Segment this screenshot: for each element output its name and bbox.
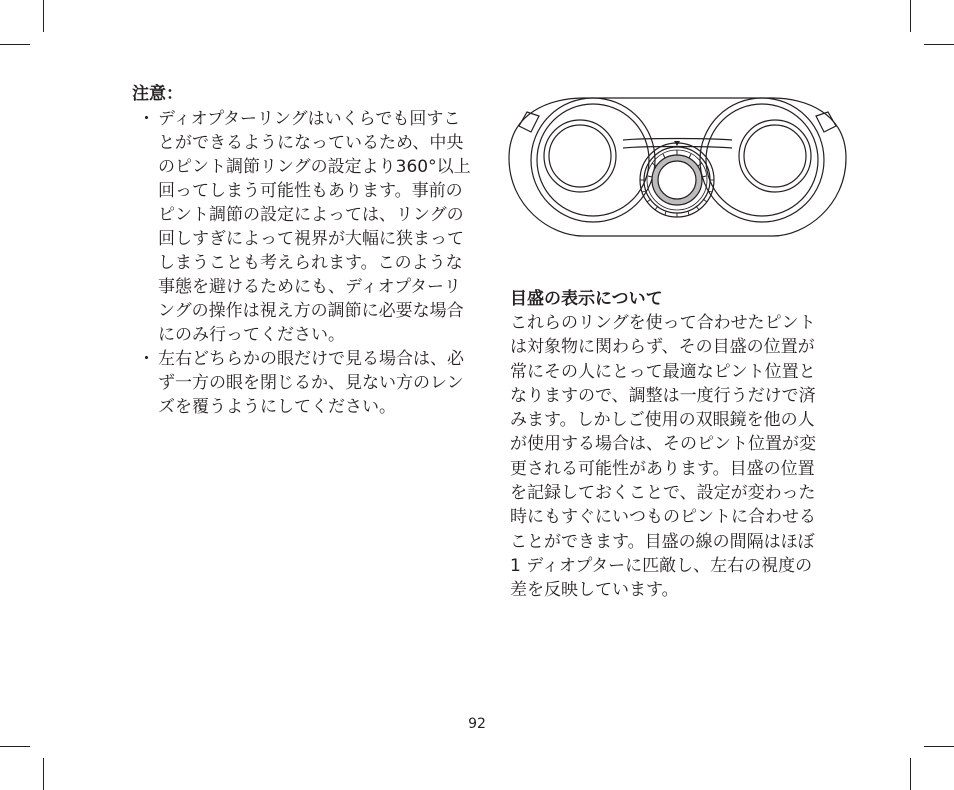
caution-item-text: 左右どちらかの眼だけで見る場合は、必ず一方の眼を閉じるか、見ない方のレンズを覆うようにしてください。 — [158, 349, 464, 417]
crop-mark — [0, 746, 30, 747]
scale-section — [510, 287, 850, 603]
caution-item-text: ディオプターリングはいくらでも回すことができるようになっているため、中央のピント調節リングの設定より360°以上回ってしまう可能性もあります。事前のピント調節の設定によっては、リングの回しすぎによって視界が大幅に狭まってしまうことも考えられます。このような事態を避けるためにも、ディオプターリングの操作は視え方の調節に必要な場合にのみ行ってください。 — [158, 109, 471, 345]
crop-mark — [924, 44, 954, 45]
caution-section — [132, 82, 477, 419]
binocular-illustration — [505, 88, 850, 256]
page-number: 92 — [468, 716, 486, 732]
caution-list — [132, 107, 477, 419]
bullet-mark: ・ — [138, 349, 155, 369]
bullet-mark: ・ — [138, 109, 155, 129]
crop-mark — [43, 0, 44, 32]
caution-item — [132, 107, 477, 347]
binocular-drawing — [505, 88, 850, 256]
crop-mark — [0, 44, 30, 45]
crop-mark — [910, 758, 911, 790]
caution-item — [132, 347, 477, 419]
section-body: これらのリングを使って合わせたピント は対象物に関わらず、その目盛の位置が 常にその人にとって最適なピント位置と なりますので、調整は一度行うだけで済 みます。しかしご使用の双眼鏡を他の人 が使用する場合は、そのピント位置が変 更される可能性があります。目盛の位置 を記録しておくことで、設定が変わった 時にもすぐにいつものピントに合わせる ことができます。目盛の線の間隔はほぼ 1 ディオプターに匹敵し、左右の視度の 差を反映しています。 — [510, 313, 816, 601]
crop-mark — [910, 0, 911, 32]
crop-mark — [924, 746, 954, 747]
crop-mark — [43, 758, 44, 790]
section-title: 目盛の表示について — [510, 289, 663, 309]
caution-heading: 注意： — [132, 84, 183, 104]
